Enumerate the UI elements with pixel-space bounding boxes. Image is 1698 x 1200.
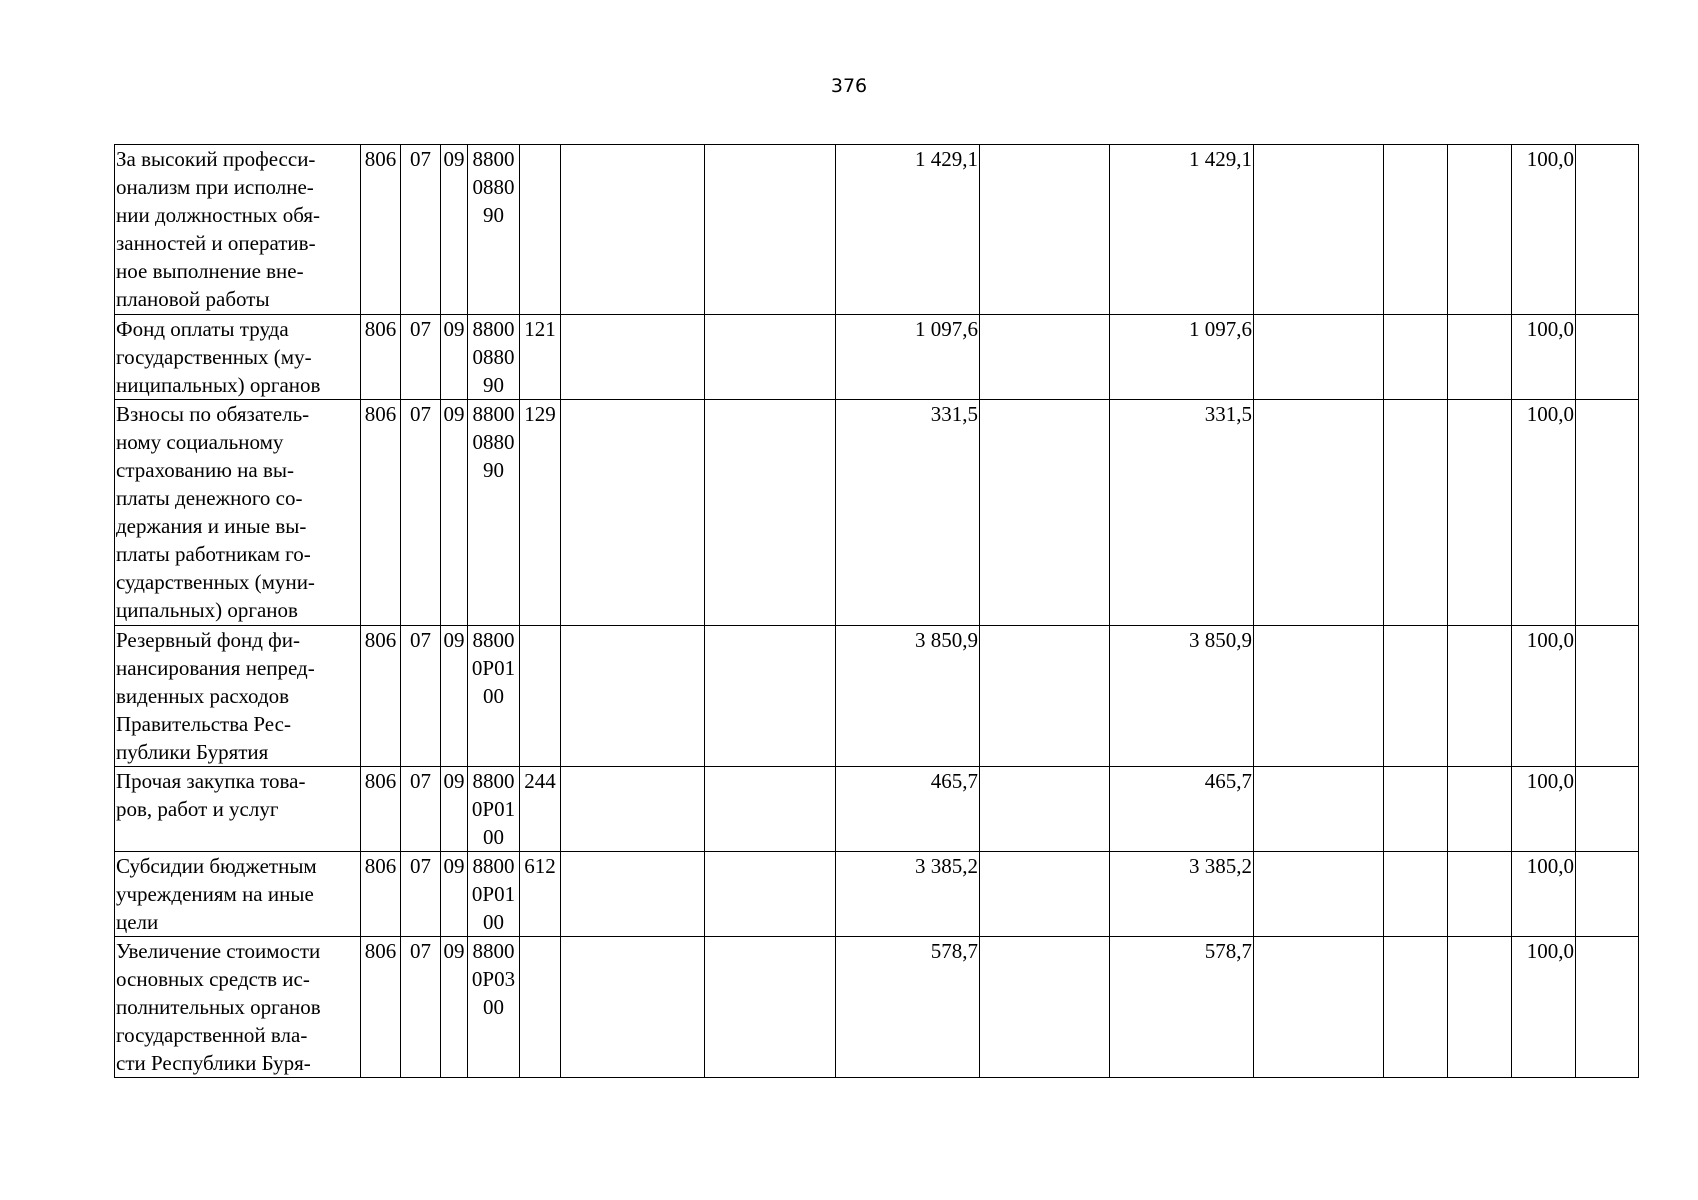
cell-empty (1384, 626, 1448, 767)
cell-empty (561, 767, 705, 852)
cell-csr: 8800 0880 90 (468, 400, 520, 626)
cell-csr: 8800 0880 90 (468, 315, 520, 400)
cell-empty (980, 852, 1110, 937)
cell-empty (705, 626, 836, 767)
cell-pr: 09 (441, 145, 468, 315)
table-row (115, 767, 1639, 852)
cell-empty (1254, 145, 1384, 315)
cell-csr: 8800 0Р01 00 (468, 852, 520, 937)
cell-empty (1576, 937, 1639, 1078)
cell-empty (1576, 315, 1639, 400)
cell-pr: 09 (441, 937, 468, 1078)
cell-vr: 129 (520, 400, 561, 626)
cell-grbs: 806 (361, 852, 401, 937)
cell-grbs: 806 (361, 315, 401, 400)
cell-executed: 578,7 (1110, 937, 1254, 1078)
cell-approved: 465,7 (836, 767, 980, 852)
cell-empty (980, 145, 1110, 315)
cell-grbs: 806 (361, 626, 401, 767)
cell-rz: 07 (401, 145, 441, 315)
cell-pr: 09 (441, 315, 468, 400)
cell-percent: 100,0 (1512, 626, 1576, 767)
cell-vr: 244 (520, 767, 561, 852)
cell-empty (1576, 767, 1639, 852)
cell-empty (705, 852, 836, 937)
cell-empty (1448, 145, 1512, 315)
cell-empty (1576, 626, 1639, 767)
cell-grbs: 806 (361, 767, 401, 852)
cell-empty (1384, 767, 1448, 852)
cell-empty (1254, 626, 1384, 767)
cell-empty (1448, 852, 1512, 937)
cell-csr: 8800 0Р01 00 (468, 626, 520, 767)
cell-empty (1448, 315, 1512, 400)
cell-percent: 100,0 (1512, 400, 1576, 626)
cell-empty (1448, 626, 1512, 767)
cell-csr: 8800 0Р03 00 (468, 937, 520, 1078)
cell-executed: 331,5 (1110, 400, 1254, 626)
cell-vr: 121 (520, 315, 561, 400)
cell-rz: 07 (401, 767, 441, 852)
cell-percent: 100,0 (1512, 937, 1576, 1078)
cell-percent: 100,0 (1512, 315, 1576, 400)
table-body (115, 145, 1639, 1078)
cell-empty (1576, 852, 1639, 937)
cell-name: Фонд оплаты труда государственных (му- ниципальных) органов (115, 315, 361, 400)
cell-empty (705, 400, 836, 626)
cell-empty (1254, 852, 1384, 937)
cell-name: Прочая закупка това- ров, работ и услуг (115, 767, 361, 852)
cell-executed: 465,7 (1110, 767, 1254, 852)
cell-empty (1384, 400, 1448, 626)
cell-empty (705, 767, 836, 852)
cell-pr: 09 (441, 400, 468, 626)
cell-name: Субсидии бюджетным учреждениям на иные цели (115, 852, 361, 937)
cell-pr: 09 (441, 852, 468, 937)
cell-empty (561, 626, 705, 767)
cell-pr: 09 (441, 626, 468, 767)
cell-empty (561, 315, 705, 400)
cell-empty (561, 400, 705, 626)
cell-rz: 07 (401, 315, 441, 400)
cell-empty (980, 400, 1110, 626)
table-row (115, 852, 1639, 937)
cell-empty (1576, 400, 1639, 626)
cell-rz: 07 (401, 937, 441, 1078)
cell-name: Взносы по обязатель- ному социальному страхованию на вы- платы денежного со- держания и иные вы- платы работникам го- сударственных (муни- ципальных) органов (115, 400, 361, 626)
cell-empty (1576, 145, 1639, 315)
cell-executed: 1 429,1 (1110, 145, 1254, 315)
cell-percent: 100,0 (1512, 145, 1576, 315)
cell-csr: 8800 0Р01 00 (468, 767, 520, 852)
cell-percent: 100,0 (1512, 852, 1576, 937)
cell-rz: 07 (401, 626, 441, 767)
cell-empty (1254, 315, 1384, 400)
cell-empty (1384, 145, 1448, 315)
cell-approved: 3 850,9 (836, 626, 980, 767)
cell-approved: 578,7 (836, 937, 980, 1078)
cell-grbs: 806 (361, 937, 401, 1078)
cell-percent: 100,0 (1512, 767, 1576, 852)
cell-empty (980, 937, 1110, 1078)
cell-empty (561, 937, 705, 1078)
cell-empty (1384, 852, 1448, 937)
cell-empty (705, 145, 836, 315)
cell-grbs: 806 (361, 145, 401, 315)
cell-empty (1254, 400, 1384, 626)
cell-empty (705, 937, 836, 1078)
budget-table (114, 144, 1639, 1078)
cell-vr (520, 626, 561, 767)
table-row (115, 400, 1639, 626)
cell-rz: 07 (401, 852, 441, 937)
table-row (115, 145, 1639, 315)
cell-approved: 1 429,1 (836, 145, 980, 315)
cell-approved: 1 097,6 (836, 315, 980, 400)
cell-grbs: 806 (361, 400, 401, 626)
cell-empty (980, 767, 1110, 852)
cell-executed: 3 385,2 (1110, 852, 1254, 937)
cell-approved: 3 385,2 (836, 852, 980, 937)
cell-csr: 8800 0880 90 (468, 145, 520, 315)
cell-vr (520, 145, 561, 315)
cell-empty (1384, 937, 1448, 1078)
cell-pr: 09 (441, 767, 468, 852)
cell-empty (1254, 937, 1384, 1078)
cell-vr: 612 (520, 852, 561, 937)
cell-empty (1448, 937, 1512, 1078)
cell-name: За высокий професси- онализм при исполне- нии должностных обя- занностей и оператив- ное выполнение вне- плановой работы (115, 145, 361, 315)
cell-empty (980, 315, 1110, 400)
cell-name: Резервный фонд фи- нансирования непред- виденных расходов Правительства Рес- публики Бурятия (115, 626, 361, 767)
cell-executed: 1 097,6 (1110, 315, 1254, 400)
cell-empty (1448, 767, 1512, 852)
cell-empty (561, 852, 705, 937)
cell-empty (1448, 400, 1512, 626)
cell-executed: 3 850,9 (1110, 626, 1254, 767)
cell-approved: 331,5 (836, 400, 980, 626)
cell-empty (1254, 767, 1384, 852)
cell-empty (980, 626, 1110, 767)
cell-empty (705, 315, 836, 400)
cell-empty (1384, 315, 1448, 400)
cell-empty (561, 145, 705, 315)
table-row (115, 626, 1639, 767)
page-number: 376 (830, 75, 868, 97)
table-row (115, 315, 1639, 400)
cell-name: Увеличение стоимости основных средств ис- полнительных органов государственной вла- сти Республики Буря- (115, 937, 361, 1078)
cell-rz: 07 (401, 400, 441, 626)
table-row (115, 937, 1639, 1078)
cell-vr (520, 937, 561, 1078)
